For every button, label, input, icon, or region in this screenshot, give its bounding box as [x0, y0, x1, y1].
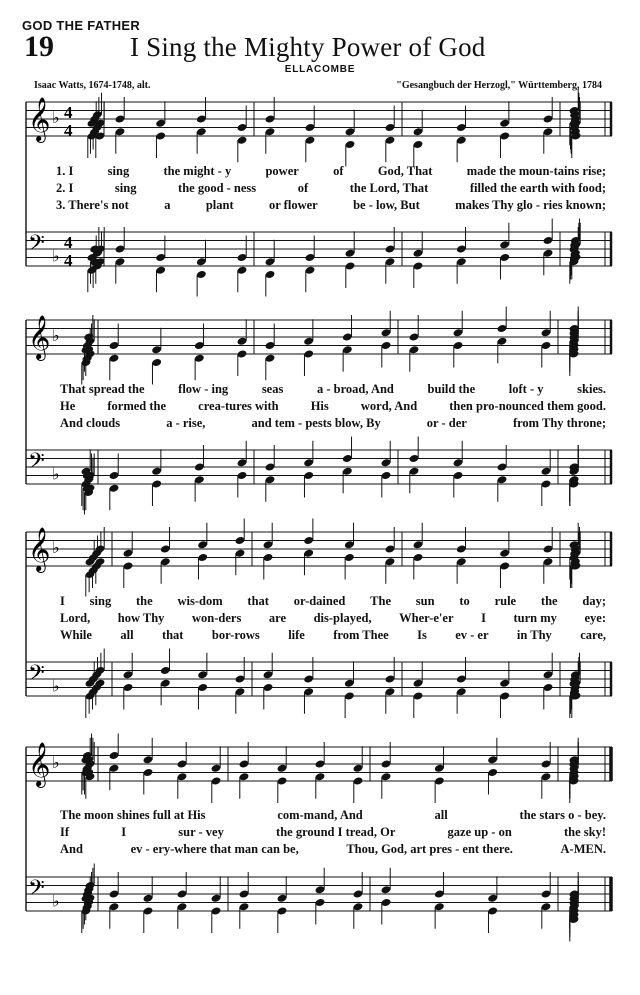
lyric-word: a - rise, — [166, 416, 206, 430]
lyric-word: that — [247, 594, 269, 608]
bass-clef-icon: 𝄢 — [28, 449, 45, 479]
lyric-word: power — [265, 164, 299, 178]
lyric-word: God, That — [377, 164, 433, 178]
lyric-word: the stars o - bey. — [519, 808, 606, 822]
flat-icon: ♭ — [52, 246, 60, 266]
flat-icon: ♭ — [52, 108, 60, 127]
lyric-word: turn my — [513, 611, 557, 625]
bass-clef-icon: 𝄢 — [28, 231, 45, 261]
lyric-word: The — [370, 594, 391, 608]
section-label: GOD THE FATHER — [22, 18, 141, 33]
lyric-word: care, — [580, 628, 606, 642]
flat-icon: ♭ — [52, 326, 60, 345]
lyric-word: that — [161, 628, 184, 642]
lyric-word: of — [333, 164, 344, 178]
lyric-word: or-dained — [293, 594, 346, 608]
lyric-word: I — [60, 594, 65, 608]
lyric-word: While — [60, 628, 92, 642]
lyric-word: or flower — [268, 198, 318, 212]
lyric-word: sing — [107, 164, 130, 178]
treble-clef-icon: 𝄞 — [28, 97, 51, 141]
lyric-word: the ground I tread, Or — [276, 825, 396, 839]
time-signature-top: 4 — [64, 233, 73, 252]
lyric-word: then pro-nounced them good. — [449, 399, 606, 413]
bass-clef-icon: 𝄢 — [28, 876, 45, 906]
lyric-word: And clouds — [60, 416, 121, 430]
lyric-word: day; — [582, 594, 606, 608]
flat-icon: ♭ — [52, 538, 60, 557]
lyric-word: ev - ery-where that man can be, — [130, 842, 299, 856]
lyric-word: a - broad, And — [317, 382, 394, 396]
treble-clef-icon: 𝄞 — [28, 315, 51, 359]
lyric-word: eye: — [584, 611, 606, 625]
lyric-word: flow - ing — [178, 382, 229, 396]
flat-icon: ♭ — [52, 464, 60, 484]
lyric-word: and tem - pests blow, By — [251, 416, 381, 430]
hymn-title: I Sing the Mighty Power of God — [130, 32, 486, 62]
lyric-word: of — [297, 181, 309, 195]
lyric-word: bor-rows — [211, 628, 260, 642]
lyric-word: skies. — [577, 382, 606, 396]
lyric-word: build the — [427, 382, 476, 396]
lyric-word: 2. I — [56, 181, 74, 195]
time-signature-top: 4 — [64, 103, 73, 122]
lyric-word: filled the earth with food; — [469, 181, 606, 195]
lyric-word: from Thy throne; — [512, 416, 606, 430]
lyric-word: makes Thy glo - ries known; — [455, 198, 606, 212]
lyric-word: sing — [114, 181, 137, 195]
lyric-word: loft - y — [508, 382, 544, 396]
lyric-word: I — [481, 611, 486, 625]
lyric-word: Thou, God, art pres - ent there. — [346, 842, 513, 856]
lyric-word: how Thy — [117, 611, 165, 625]
lyric-word: word, And — [360, 399, 418, 413]
time-signature-bottom: 4 — [64, 251, 73, 270]
lyric-word: A-MEN. — [560, 842, 606, 856]
lyric-word: sun — [415, 594, 435, 608]
lyric-word: be - low, But — [353, 198, 420, 212]
lyric-word: Lord, — [60, 611, 91, 625]
hymn-number: 19 — [24, 30, 54, 63]
bass-clef-icon: 𝄢 — [28, 661, 45, 691]
lyric-word: won-ders — [192, 611, 242, 625]
lyric-word: And — [60, 842, 83, 856]
lyric-word: the — [540, 594, 558, 608]
time-signature-bottom: 4 — [64, 121, 73, 140]
lyric-word: He — [60, 399, 76, 413]
treble-clef-icon: 𝄞 — [28, 527, 51, 571]
lyric-word: to — [459, 594, 470, 608]
lyric-word: the might - y — [163, 164, 232, 178]
lyric-word: the — [136, 594, 153, 608]
lyric-word: wis-dom — [177, 594, 223, 608]
lyric-word: com-mand, And — [277, 808, 363, 822]
lyric-word: dis-played, — [313, 611, 372, 625]
lyric-word: sing — [89, 594, 112, 608]
lyric-word: rule — [494, 594, 517, 608]
lyric-word: in Thy — [516, 628, 552, 642]
lyric-word: the sky! — [563, 825, 606, 839]
lyric-word: are — [268, 611, 286, 625]
music-credit: "Gesangbuch der Herzogl," Württemberg, 1784 — [396, 80, 602, 91]
lyric-word: the Lord, That — [349, 181, 429, 195]
flat-icon: ♭ — [52, 891, 60, 911]
lyric-word: 3. There's not — [56, 198, 129, 212]
lyric-word: The moon shines full at His — [60, 808, 206, 822]
lyric-word: ev - er — [455, 628, 489, 642]
lyric-word: plant — [205, 198, 234, 212]
lyric-word: the good - ness — [178, 181, 257, 195]
lyric-word: made the moun-tains rise; — [466, 164, 606, 178]
lyric-word: Wher-e'er — [399, 611, 454, 625]
flat-icon: ♭ — [52, 676, 60, 696]
lyric-word: seas — [261, 382, 284, 396]
lyric-word: from Thee — [333, 628, 389, 642]
lyric-word: a — [164, 198, 171, 212]
lyric-word: sur - vey — [178, 825, 224, 839]
text-credit: Isaac Watts, 1674-1748, alt. — [34, 80, 151, 91]
lyric-word: crea-tures with — [198, 399, 279, 413]
lyric-word: If — [60, 825, 70, 839]
lyric-word: 1. I — [56, 164, 74, 178]
flat-icon: ♭ — [52, 753, 60, 772]
lyric-word: formed the — [107, 399, 167, 413]
lyric-word: all — [434, 808, 448, 822]
lyric-word: or - der — [426, 416, 467, 430]
lyric-word: all — [120, 628, 134, 642]
lyric-word: His — [310, 399, 329, 413]
treble-clef-icon: 𝄞 — [28, 742, 51, 786]
lyric-word: That spread the — [60, 382, 145, 396]
tune-name: ELLACOMBE — [284, 64, 356, 75]
lyric-word: life — [288, 628, 305, 642]
lyric-word: gaze up - on — [447, 825, 512, 839]
lyric-word: Is — [417, 628, 427, 642]
lyric-word: I — [121, 825, 127, 839]
